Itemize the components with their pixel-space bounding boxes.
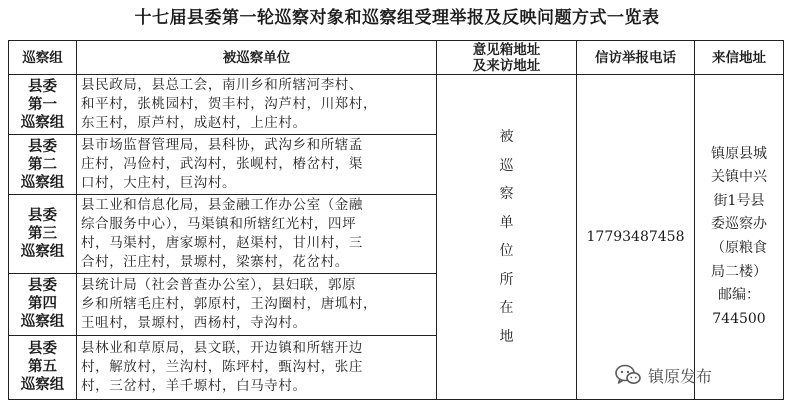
team-cell [9, 273, 77, 335]
wechat-icon [614, 363, 642, 387]
watermark [614, 360, 790, 390]
units-line: 县市场监督管理局，县科协，武沟乡和所辖孟 [81, 137, 363, 154]
header-address: 来信地址 [695, 41, 784, 75]
units-cell [77, 135, 437, 195]
team-line: 巡察组 [20, 113, 65, 131]
table-row [9, 75, 784, 135]
team-line: 第五 [28, 358, 57, 376]
box-char: 位 [499, 243, 514, 259]
units-line: 庄村，冯俭村，武沟村，张岘村，椿岔村，渠 [81, 156, 363, 173]
box-char: 地 [499, 328, 514, 345]
box-address-cell [437, 75, 577, 400]
watermark-text: 镇原发布 [648, 366, 713, 386]
team-line: 巡察组 [20, 376, 65, 394]
address-line: （原粮食 [711, 240, 767, 256]
team-line: 县委 [28, 340, 57, 358]
phone-cell: 17793487458 [577, 75, 695, 400]
team-line: 第一 [28, 95, 57, 113]
units-cell [77, 75, 437, 135]
units-cell [77, 195, 437, 273]
header-box-line: 意见箱地址 [472, 41, 541, 58]
team-cell [9, 75, 77, 135]
address-line: 街1号县 [713, 192, 765, 209]
team-line: 巡察组 [20, 313, 65, 331]
team-line: 巡察组 [20, 173, 65, 191]
inspection-table [8, 40, 784, 400]
team-cell [9, 195, 77, 273]
box-char: 单 [499, 214, 514, 231]
header-team: 巡察组 [9, 41, 77, 75]
units-line: 乡和所辖毛庄村，郭原村，王沟圈村，唐坬村， [81, 295, 378, 312]
team-line: 县委 [28, 277, 57, 295]
address-line: 镇原县城 [711, 145, 767, 162]
units-line: 村，马渠村，唐家塬村，赵渠村，甘川村，三 [81, 234, 363, 251]
header-units: 被巡察单位 [77, 41, 437, 75]
units-line: 村，三岔村，羊千塬村，白马寺村。 [81, 377, 307, 394]
team-line: 县委 [28, 137, 57, 155]
units-cell [77, 335, 437, 399]
header-box [437, 41, 577, 75]
address-line: 委巡察办 [711, 216, 767, 233]
box-char: 巡 [499, 157, 514, 174]
units-cell [77, 273, 437, 335]
box-char: 察 [499, 186, 514, 202]
units-line: 和平村，张桃园村，贺丰村，沟芦村，川郑村， [81, 96, 378, 113]
team-cell [9, 335, 77, 399]
address-line: 局二楼） [711, 263, 767, 280]
address-line: 关镇中兴 [711, 169, 767, 186]
units-line: 王咀村，景塬村，西杨村，寺沟村。 [81, 314, 307, 331]
units-line: 县统计局（社会普查办公室），县妇联，郭原 [81, 276, 357, 293]
team-line: 第四 [28, 295, 57, 313]
units-line: 综合服务中心），马渠镇和所辖红光村，四坪 [81, 215, 357, 232]
box-char: 在 [499, 300, 514, 316]
units-line: 县林业和草原局，县文联，开边镇和所辖开边 [81, 339, 363, 356]
page-title: 十七届县委第一轮巡察对象和巡察组受理举报及反映问题方式一览表 [134, 8, 660, 28]
team-cell [9, 135, 77, 195]
units-line: 村，解放村，兰沟村，陈坪村，甄沟村，张庄 [81, 358, 363, 375]
team-line: 第二 [28, 155, 57, 173]
units-line: 口村，大庄村，巨沟村。 [81, 175, 237, 192]
units-line: 县民政局，县总工会，南川乡和所辖河李村、 [81, 77, 363, 94]
header-phone: 信访举报电话 [577, 41, 695, 75]
box-char: 所 [499, 271, 514, 288]
address-line: 邮编： [718, 287, 760, 304]
team-line: 县委 [28, 206, 57, 224]
units-line: 县工业和信息化局，县金融工作办公室（金融 [81, 196, 363, 213]
team-line: 县委 [28, 77, 57, 95]
address-line: 744500 [712, 310, 766, 327]
mail-address-cell [695, 75, 784, 400]
units-line: 东王村，原芦村，成赵村，上庄村。 [81, 115, 307, 132]
team-line: 第三 [28, 224, 57, 242]
box-char: 被 [499, 129, 514, 145]
units-line: 合村，汪庄村，景塬村，梁寨村，花岔村。 [81, 253, 349, 270]
team-line: 巡察组 [20, 242, 65, 260]
header-row [9, 41, 784, 75]
header-box-line: 及来访地址 [472, 57, 541, 74]
